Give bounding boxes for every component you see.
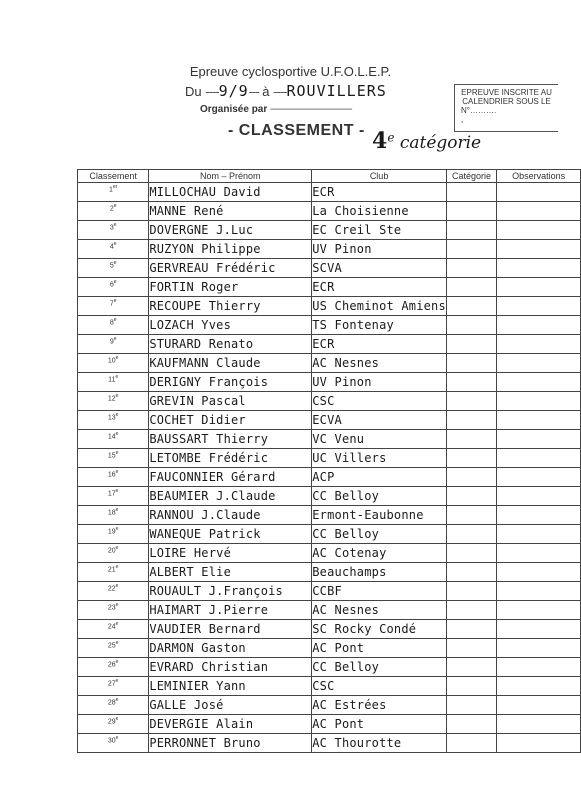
rank-number: 17	[107, 490, 116, 498]
rank-cell	[78, 259, 149, 278]
club-cell: CC Belloy	[312, 525, 447, 544]
observations-cell	[497, 525, 581, 544]
name-cell: VAUDIER Bernard	[149, 620, 312, 639]
rank-suffix: e	[115, 545, 119, 551]
col-header-club: Club	[312, 170, 447, 183]
category-cell	[446, 316, 496, 335]
observations-cell	[497, 658, 581, 677]
category-number: 4	[372, 128, 388, 154]
name-cell: RUZYON Philippe	[149, 240, 312, 259]
document-title: Epreuve cyclosportive U.F.O.L.E.P.	[189, 64, 392, 79]
stamp-line: EPREUVE INSCRITE AU	[461, 88, 552, 97]
name-cell: HAIMART J.Pierre	[149, 601, 312, 620]
name-cell: DOVERGNE J.Luc	[149, 221, 312, 240]
category-cell	[446, 392, 496, 411]
table-row	[78, 506, 581, 525]
rank-number: 24	[107, 623, 116, 631]
observations-cell	[497, 240, 581, 259]
category-word: catégorie	[399, 133, 482, 153]
col-header-name: Nom – Prénom	[149, 170, 312, 183]
rank-number: 12	[107, 395, 116, 403]
club-cell: UC Villers	[312, 449, 447, 468]
name-cell: BEAUMIER J.Claude	[149, 487, 312, 506]
observations-cell	[497, 468, 581, 487]
club-cell: Ermont-Eaubonne	[312, 506, 447, 525]
stamp-line: CALENDRIER SOUS LE	[462, 97, 551, 106]
rank-cell	[78, 183, 149, 202]
club-cell: ECVA	[312, 411, 447, 430]
table-row	[78, 202, 581, 221]
observations-cell	[497, 259, 581, 278]
stamp-mark: ,	[461, 115, 464, 124]
category-cell	[446, 601, 496, 620]
category-cell	[446, 544, 496, 563]
table-row	[78, 392, 581, 411]
rank-suffix: e	[113, 317, 117, 323]
name-cell: GERVREAU Frédéric	[149, 259, 312, 278]
observations-cell	[497, 316, 581, 335]
col-header-category: Catégorie	[446, 170, 496, 183]
rank-suffix: e	[115, 602, 119, 608]
calendar-stamp-box	[454, 84, 558, 132]
club-cell: UV Pinon	[312, 373, 447, 392]
category-cell	[446, 715, 496, 734]
rank-suffix: e	[115, 678, 119, 684]
rank-suffix: e	[115, 488, 119, 494]
col-header-observations: Observations	[497, 170, 581, 183]
table-row	[78, 734, 581, 753]
club-cell: EC Creil Ste	[312, 221, 447, 240]
table-row	[78, 639, 581, 658]
club-cell: AC Thourotte	[312, 734, 447, 753]
table-row	[78, 411, 581, 430]
club-cell: ECR	[312, 183, 447, 202]
rank-suffix: e	[115, 621, 119, 627]
category-cell	[446, 259, 496, 278]
table-row	[78, 544, 581, 563]
rank-cell	[78, 468, 149, 487]
rank-number: 25	[107, 642, 116, 650]
observations-cell	[497, 278, 581, 297]
table-row	[78, 696, 581, 715]
classement-heading: - CLASSEMENT -	[228, 122, 365, 139]
rank-number: 22	[107, 585, 116, 593]
category-cell	[446, 373, 496, 392]
observations-cell	[497, 411, 581, 430]
category-cell	[446, 563, 496, 582]
name-cell: FAUCONNIER Gérard	[149, 468, 312, 487]
table-header-row	[78, 170, 581, 183]
category-cell	[446, 221, 496, 240]
rank-cell	[78, 373, 149, 392]
club-cell: TS Fontenay	[312, 316, 447, 335]
table-row	[78, 487, 581, 506]
table-row	[78, 316, 581, 335]
observations-cell	[497, 221, 581, 240]
observations-cell	[497, 335, 581, 354]
rank-cell	[78, 354, 149, 373]
observations-cell	[497, 373, 581, 392]
rank-cell	[78, 734, 149, 753]
club-cell: CSC	[312, 677, 447, 696]
club-cell: AC Pont	[312, 639, 447, 658]
rank-number: 16	[107, 471, 116, 479]
name-cell: LOZACH Yves	[149, 316, 312, 335]
observations-cell	[497, 544, 581, 563]
observations-cell	[497, 715, 581, 734]
rank-number: 21	[107, 566, 116, 574]
club-cell: UV Pinon	[312, 240, 447, 259]
rank-suffix: e	[113, 279, 117, 285]
category-cell	[446, 202, 496, 221]
rank-suffix: e	[115, 564, 119, 570]
rank-cell	[78, 658, 149, 677]
name-cell: LEMINIER Yann	[149, 677, 312, 696]
rank-cell	[78, 715, 149, 734]
observations-cell	[497, 487, 581, 506]
table-row	[78, 601, 581, 620]
rank-suffix: e	[115, 659, 119, 665]
rank-suffix: e	[115, 735, 119, 741]
table-row	[78, 373, 581, 392]
rank-suffix: e	[113, 222, 117, 228]
rank-suffix: e	[115, 640, 119, 646]
club-cell: VC Venu	[312, 430, 447, 449]
rank-cell	[78, 297, 149, 316]
club-cell: CSC	[312, 392, 447, 411]
table-row	[78, 430, 581, 449]
observations-cell	[497, 696, 581, 715]
rank-cell	[78, 563, 149, 582]
category-cell	[446, 183, 496, 202]
club-cell: CC Belloy	[312, 658, 447, 677]
name-cell: LETOMBE Frédéric	[149, 449, 312, 468]
category-cell	[446, 278, 496, 297]
rank-suffix: e	[115, 431, 119, 437]
category-cell	[446, 468, 496, 487]
name-cell: DEVERGIE Alain	[149, 715, 312, 734]
category-cell	[446, 354, 496, 373]
rank-cell	[78, 316, 149, 335]
table-row	[78, 620, 581, 639]
observations-cell	[497, 449, 581, 468]
category-cell	[446, 297, 496, 316]
observations-cell	[497, 506, 581, 525]
rank-cell	[78, 240, 149, 259]
category-cell	[446, 240, 496, 259]
club-cell: AC Nesnes	[312, 354, 447, 373]
rank-number: 3	[109, 224, 114, 232]
club-cell: AC Estrées	[312, 696, 447, 715]
rank-number: 20	[107, 547, 116, 555]
name-cell: FORTIN Roger	[149, 278, 312, 297]
rank-number: 7	[109, 300, 114, 308]
category-cell	[446, 525, 496, 544]
rank-number: 6	[109, 281, 114, 289]
name-cell: ROUAULT J.François	[149, 582, 312, 601]
rank-suffix: er	[112, 184, 118, 190]
rank-suffix: e	[115, 374, 119, 380]
stamp-number: N°……….	[461, 106, 497, 115]
club-cell: SCVA	[312, 259, 447, 278]
name-cell: MILLOCHAU David	[149, 183, 312, 202]
club-cell: CCBF	[312, 582, 447, 601]
table-row	[78, 563, 581, 582]
table-row	[78, 335, 581, 354]
rank-cell	[78, 221, 149, 240]
rank-suffix: e	[115, 355, 119, 361]
club-cell: CC Belloy	[312, 487, 447, 506]
club-cell: ECR	[312, 335, 447, 354]
rank-number: 14	[107, 433, 116, 441]
date-mid: à	[262, 84, 270, 99]
rank-number: 23	[107, 604, 116, 612]
category-cell	[446, 335, 496, 354]
observations-cell	[497, 563, 581, 582]
rank-number: 29	[107, 718, 116, 726]
rank-suffix: e	[113, 260, 117, 266]
observations-cell	[497, 354, 581, 373]
rank-suffix: e	[115, 469, 119, 475]
rank-cell	[78, 335, 149, 354]
rank-cell	[78, 449, 149, 468]
club-cell: SC Rocky Condé	[312, 620, 447, 639]
name-cell: GREVIN Pascal	[149, 392, 312, 411]
rank-number: 18	[107, 509, 116, 517]
category-sup: e	[387, 130, 395, 145]
observations-cell	[497, 601, 581, 620]
rank-cell	[78, 696, 149, 715]
rank-number: 26	[107, 661, 116, 669]
table-row	[78, 468, 581, 487]
category-cell	[446, 449, 496, 468]
date-value: 9/9	[218, 82, 249, 100]
category-cell	[446, 639, 496, 658]
club-cell: ACP	[312, 468, 447, 487]
rank-number: 30	[107, 737, 116, 745]
rank-cell	[78, 620, 149, 639]
table-row	[78, 582, 581, 601]
table-row	[78, 525, 581, 544]
observations-cell	[497, 677, 581, 696]
name-cell: DERIGNY François	[149, 373, 312, 392]
table-row	[78, 297, 581, 316]
rank-cell	[78, 430, 149, 449]
name-cell: LOIRE Hervé	[149, 544, 312, 563]
club-cell: AC Nesnes	[312, 601, 447, 620]
observations-cell	[497, 582, 581, 601]
name-cell: DARMON Gaston	[149, 639, 312, 658]
rank-suffix: e	[115, 507, 119, 513]
name-cell: GALLE José	[149, 696, 312, 715]
rank-cell	[78, 278, 149, 297]
rank-cell	[78, 506, 149, 525]
club-cell: AC Cotenay	[312, 544, 447, 563]
club-cell: AC Pont	[312, 715, 447, 734]
category-cell	[446, 620, 496, 639]
rank-suffix: e	[113, 241, 117, 247]
rank-number: 4	[109, 243, 114, 251]
rank-number: 2	[109, 205, 114, 213]
rank-number: 27	[107, 680, 116, 688]
date-line: Du ----9/9--- à ----ROUVILLERS	[185, 82, 387, 100]
name-cell: KAUFMANN Claude	[149, 354, 312, 373]
rank-suffix: e	[115, 412, 119, 418]
category-cell	[446, 411, 496, 430]
name-cell: WANEQUE Patrick	[149, 525, 312, 544]
rank-cell	[78, 392, 149, 411]
table-row	[78, 449, 581, 468]
rank-cell	[78, 639, 149, 658]
rank-suffix: e	[115, 716, 119, 722]
rank-number: 28	[107, 699, 116, 707]
name-cell: RECOUPE Thierry	[149, 297, 312, 316]
rank-number: 15	[107, 452, 116, 460]
table-row	[78, 658, 581, 677]
observations-cell	[497, 430, 581, 449]
observations-cell	[497, 639, 581, 658]
rank-number: 19	[107, 528, 116, 536]
table-row	[78, 183, 581, 202]
rank-suffix: e	[113, 203, 117, 209]
category-cell	[446, 487, 496, 506]
rank-number: 11	[108, 376, 116, 384]
club-cell: Beauchamps	[312, 563, 447, 582]
rank-cell	[78, 411, 149, 430]
observations-cell	[497, 734, 581, 753]
name-cell: ALBERT Elie	[149, 563, 312, 582]
date-prefix: Du	[185, 84, 202, 99]
observations-cell	[497, 392, 581, 411]
results-table	[77, 169, 581, 753]
organised-label: Organisée par	[200, 104, 268, 115]
category-cell	[446, 658, 496, 677]
rank-cell	[78, 677, 149, 696]
name-cell: BAUSSART Thierry	[149, 430, 312, 449]
name-cell: MANNE René	[149, 202, 312, 221]
observations-cell	[497, 297, 581, 316]
table-row	[78, 221, 581, 240]
table-row	[78, 354, 581, 373]
rank-cell	[78, 487, 149, 506]
observations-cell	[497, 620, 581, 639]
table-row	[78, 259, 581, 278]
rank-cell	[78, 525, 149, 544]
rank-cell	[78, 202, 149, 221]
name-cell: COCHET Didier	[149, 411, 312, 430]
club-cell: ECR	[312, 278, 447, 297]
category-cell	[446, 696, 496, 715]
rank-suffix: e	[113, 298, 117, 304]
organised-by-line: Organisée par -----------------------------------	[200, 104, 352, 115]
observations-cell	[497, 202, 581, 221]
club-cell: US Cheminot Amiens	[312, 297, 447, 316]
rank-cell	[78, 582, 149, 601]
rank-number: 5	[109, 262, 114, 270]
name-cell: STURARD Renato	[149, 335, 312, 354]
rank-suffix: e	[115, 393, 119, 399]
rank-suffix: e	[115, 583, 119, 589]
club-cell: La Choisienne	[312, 202, 447, 221]
name-cell: RANNOU J.Claude	[149, 506, 312, 525]
category-cell	[446, 677, 496, 696]
rank-number: 13	[107, 414, 116, 422]
place-value: ROUVILLERS	[286, 82, 387, 100]
rank-number: 8	[109, 319, 114, 327]
name-cell: EVRARD Christian	[149, 658, 312, 677]
rank-number: 10	[107, 357, 116, 365]
rank-cell	[78, 544, 149, 563]
rank-cell	[78, 601, 149, 620]
category-cell	[446, 506, 496, 525]
observations-cell	[497, 183, 581, 202]
category-cell	[446, 734, 496, 753]
rank-suffix: e	[115, 526, 119, 532]
rank-suffix: e	[115, 697, 119, 703]
table-row	[78, 240, 581, 259]
name-cell: PERRONNET Bruno	[149, 734, 312, 753]
rank-number: 1	[108, 186, 113, 194]
rank-number: 9	[109, 338, 114, 346]
col-header-rank: Classement	[78, 170, 149, 183]
category-cell	[446, 430, 496, 449]
category-cell	[446, 582, 496, 601]
table-row	[78, 677, 581, 696]
table-row	[78, 715, 581, 734]
rank-suffix: e	[115, 450, 119, 456]
rank-suffix: e	[113, 336, 117, 342]
table-row	[78, 278, 581, 297]
